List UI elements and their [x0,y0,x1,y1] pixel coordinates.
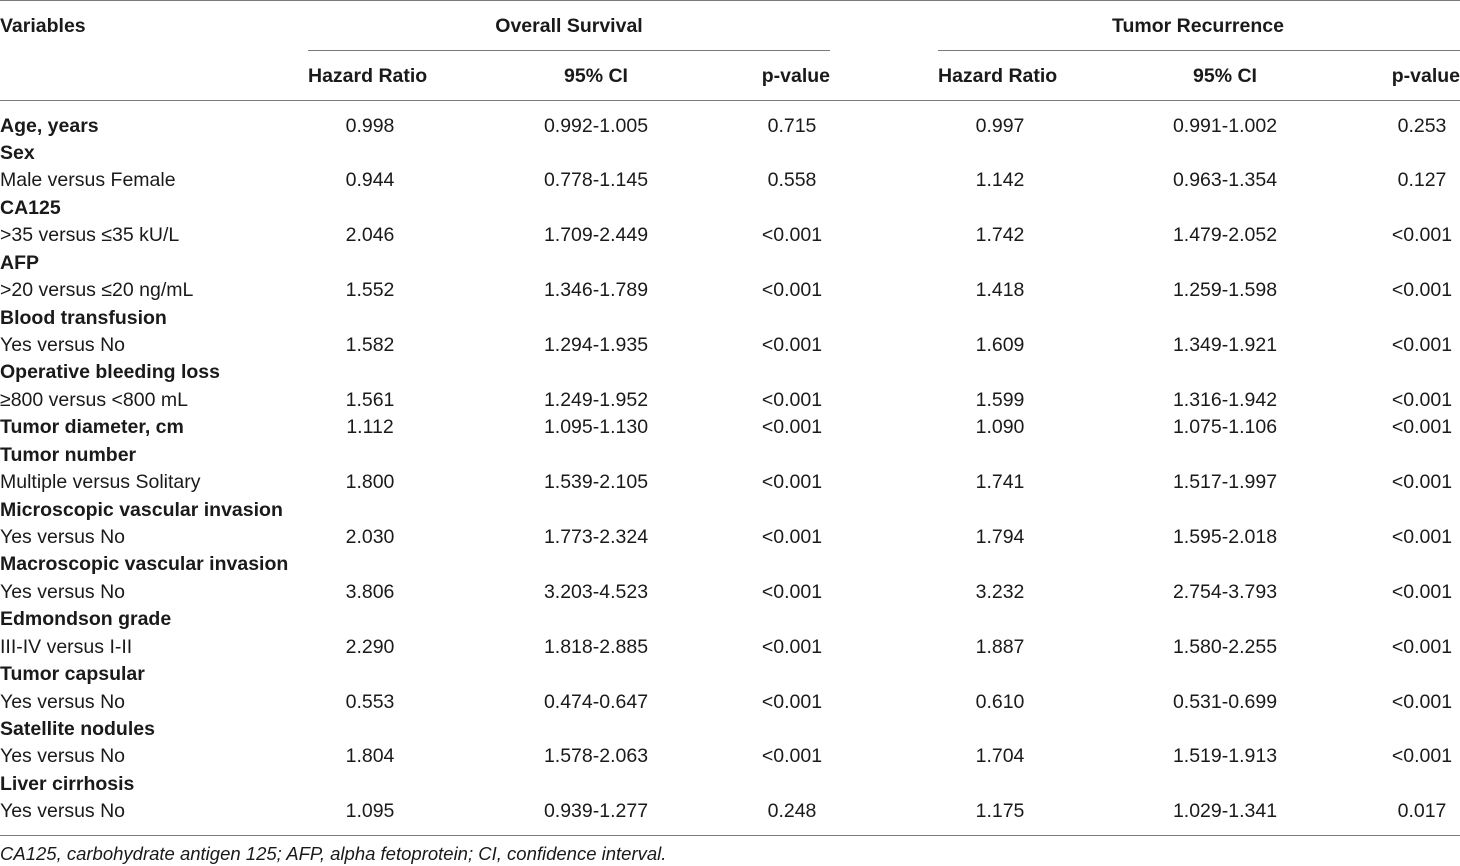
cell-os-ci: 3.203-4.523 [543,580,649,603]
cell-os-hazard-ratio: 0.998 [345,114,395,137]
row-label: Yes versus No [0,745,126,768]
header-tr-hazard-ratio: Hazard Ratio [938,65,1058,87]
cell-tr-pvalue: <0.001 [1391,690,1453,713]
cell-os-ci: 0.474-0.647 [543,690,649,713]
cell-tr-hazard-ratio: 1.609 [975,333,1025,356]
cell-os-pvalue: 0.558 [767,169,817,192]
row-label: Yes versus No [0,800,126,823]
cell-os-pvalue: <0.001 [761,525,823,548]
row-label: Macroscopic vascular invasion [0,553,289,576]
cell-tr-ci: 1.580-2.255 [1172,635,1278,658]
cell-tr-ci: 1.479-2.052 [1172,224,1278,247]
row-label: Operative bleeding loss [0,361,220,384]
cell-tr-pvalue: 0.017 [1397,800,1447,823]
cell-tr-hazard-ratio: 0.610 [975,690,1025,713]
cell-tr-pvalue: <0.001 [1391,388,1453,411]
cell-tr-hazard-ratio: 1.090 [975,416,1025,439]
cell-tr-hazard-ratio: 0.997 [975,114,1025,137]
cell-os-pvalue: <0.001 [761,279,823,302]
row-label: Male versus Female [0,169,176,192]
cell-os-hazard-ratio: 2.030 [345,525,395,548]
row-label: Blood transfusion [0,306,167,329]
cell-os-hazard-ratio: 3.806 [345,580,395,603]
table-bottom-rule [0,835,1460,836]
row-label: Yes versus No [0,525,126,548]
header-variables: Variables [0,15,86,37]
cell-os-ci: 0.939-1.277 [543,800,649,823]
cell-os-pvalue: 0.715 [767,114,817,137]
cell-tr-hazard-ratio: 3.232 [975,580,1025,603]
header-tr-ci: 95% CI [1193,65,1257,87]
row-label: Tumor capsular [0,663,145,686]
row-label: Satellite nodules [0,717,155,740]
cell-os-hazard-ratio: 1.561 [345,388,395,411]
cell-tr-hazard-ratio: 1.142 [975,169,1025,192]
cell-os-ci: 1.095-1.130 [543,416,649,439]
header-os-pvalue: p-value [761,65,830,87]
cell-tr-ci: 1.075-1.106 [1172,416,1278,439]
row-label: III-IV versus I-II [0,635,133,658]
cell-os-hazard-ratio: 1.804 [345,745,395,768]
row-label: Age, years [0,114,99,137]
row-label: Microscopic vascular invasion [0,498,283,521]
header-bottom-rule [0,100,1460,101]
cell-tr-ci: 1.349-1.921 [1172,333,1278,356]
cell-tr-ci: 0.963-1.354 [1172,169,1278,192]
cell-tr-ci: 1.316-1.942 [1172,388,1278,411]
cell-tr-pvalue: <0.001 [1391,333,1453,356]
cell-tr-pvalue: <0.001 [1391,635,1453,658]
row-label: Liver cirrhosis [0,772,135,795]
cell-os-pvalue: <0.001 [761,224,823,247]
cell-tr-pvalue: <0.001 [1391,745,1453,768]
cell-os-ci: 1.818-2.885 [543,635,649,658]
cell-tr-hazard-ratio: 1.742 [975,224,1025,247]
row-label: AFP [0,251,39,274]
cell-os-hazard-ratio: 1.095 [345,800,395,823]
cell-os-pvalue: <0.001 [761,333,823,356]
cell-tr-pvalue: <0.001 [1391,471,1453,494]
header-overall-survival: Overall Survival [495,15,643,37]
cell-os-hazard-ratio: 1.552 [345,279,395,302]
row-label: Multiple versus Solitary [0,471,201,494]
cell-os-pvalue: 0.248 [767,800,817,823]
cell-tr-pvalue: <0.001 [1391,525,1453,548]
cell-os-hazard-ratio: 0.553 [345,690,395,713]
cell-os-ci: 0.778-1.145 [543,169,649,192]
cell-os-hazard-ratio: 1.582 [345,333,395,356]
cell-tr-hazard-ratio: 1.794 [975,525,1025,548]
cell-os-ci: 1.709-2.449 [543,224,649,247]
row-label: Yes versus No [0,580,126,603]
overall-survival-underline [308,50,830,51]
cell-tr-ci: 1.259-1.598 [1172,279,1278,302]
cell-tr-pvalue: <0.001 [1391,279,1453,302]
cell-tr-hazard-ratio: 1.599 [975,388,1025,411]
cell-tr-hazard-ratio: 1.175 [975,800,1025,823]
row-label: >20 versus ≤20 ng/mL [0,279,194,302]
cell-os-hazard-ratio: 1.112 [346,416,394,439]
header-os-hazard-ratio: Hazard Ratio [308,65,428,87]
cell-tr-pvalue: <0.001 [1391,224,1453,247]
cell-os-hazard-ratio: 0.944 [345,169,395,192]
cell-tr-pvalue: 0.127 [1397,169,1447,192]
header-os-ci: 95% CI [564,65,628,87]
cell-tr-ci: 1.029-1.341 [1172,800,1278,823]
cell-tr-ci: 2.754-3.793 [1172,580,1278,603]
cell-os-ci: 1.539-2.105 [543,471,649,494]
cell-os-pvalue: <0.001 [761,690,823,713]
cell-os-ci: 1.346-1.789 [543,279,649,302]
cell-os-hazard-ratio: 1.800 [345,471,395,494]
cell-os-pvalue: <0.001 [761,635,823,658]
cell-os-ci: 1.294-1.935 [543,333,649,356]
cell-tr-hazard-ratio: 1.704 [975,745,1025,768]
cell-tr-ci: 1.519-1.913 [1172,745,1278,768]
cell-os-ci: 1.773-2.324 [543,525,649,548]
cell-tr-pvalue: 0.253 [1397,114,1447,137]
row-label: Tumor number [0,443,137,466]
cell-tr-hazard-ratio: 1.418 [975,279,1025,302]
cell-tr-ci: 0.991-1.002 [1172,114,1278,137]
cell-os-pvalue: <0.001 [761,416,823,439]
cell-tr-ci: 1.595-2.018 [1172,525,1278,548]
row-label: CA125 [0,196,61,219]
tumor-recurrence-underline [938,50,1460,51]
cell-tr-hazard-ratio: 1.741 [975,471,1025,494]
row-label: ≥800 versus <800 mL [0,388,188,411]
cell-tr-hazard-ratio: 1.887 [975,635,1025,658]
table-top-rule [0,0,1460,1]
table-footnote: CA125, carbohydrate antigen 125; AFP, alpha fetoprotein; CI, confidence interval. [0,843,667,864]
row-label: >35 versus ≤35 kU/L [0,224,180,247]
row-label: Sex [0,141,35,164]
cell-os-ci: 1.249-1.952 [543,388,649,411]
cell-os-pvalue: <0.001 [761,745,823,768]
cell-tr-pvalue: <0.001 [1391,580,1453,603]
header-tumor-recurrence: Tumor Recurrence [1112,15,1284,37]
row-label: Tumor diameter, cm [0,416,184,439]
cell-os-pvalue: <0.001 [761,471,823,494]
cell-os-ci: 0.992-1.005 [543,114,649,137]
cell-os-hazard-ratio: 2.046 [345,224,395,247]
cell-tr-pvalue: <0.001 [1391,416,1453,439]
row-label: Yes versus No [0,333,126,356]
cell-tr-ci: 1.517-1.997 [1172,471,1278,494]
cell-tr-ci: 0.531-0.699 [1172,690,1278,713]
cell-os-ci: 1.578-2.063 [543,745,649,768]
header-tr-pvalue: p-value [1391,65,1460,87]
cell-os-pvalue: <0.001 [761,580,823,603]
row-label: Yes versus No [0,690,126,713]
cell-os-pvalue: <0.001 [761,388,823,411]
row-label: Edmondson grade [0,608,172,631]
cell-os-hazard-ratio: 2.290 [345,635,395,658]
